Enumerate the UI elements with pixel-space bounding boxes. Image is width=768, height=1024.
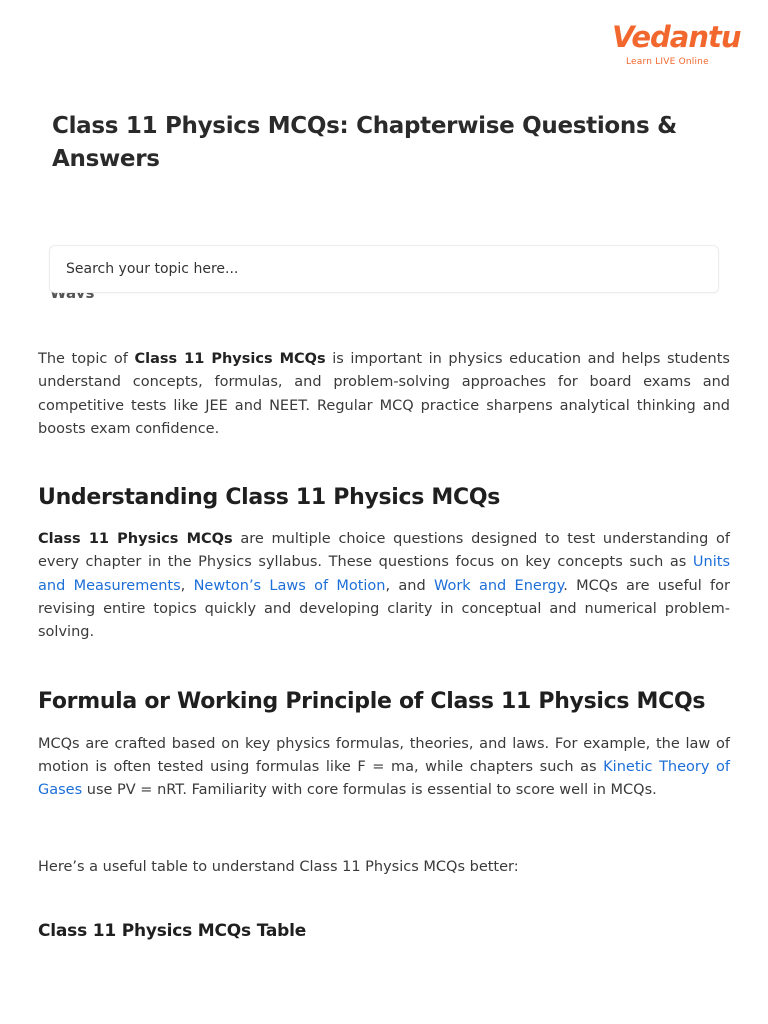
intro-bold-term: Class 11 Physics MCQs <box>134 351 326 367</box>
article-content <box>38 348 730 943</box>
link-work-and-energy[interactable]: Work and Energy <box>433 577 564 594</box>
link-units-and-measurements[interactable]: Units and Measurements <box>38 554 730 594</box>
search-box[interactable] <box>49 245 719 293</box>
understanding-text-2: . MCQs are useful for revising entire topics quickly and developing clarity in conceptual and numerical problem-solving. <box>38 577 730 641</box>
heading-understanding: Understanding Class 11 Physics MCQs <box>38 485 501 511</box>
logo-tagline: Learn LIVE Online <box>626 57 709 67</box>
table-intro-text: Here’s a useful table to understand Class 11 Physics MCQs better: <box>38 858 519 875</box>
formula-paragraph <box>38 733 730 803</box>
formula-text-2: use PV = nRT. Familiarity with core formulas is essential to score well in MCQs. <box>82 782 657 799</box>
understanding-sep-1: , <box>180 577 194 594</box>
link-newtons-laws-of-motion[interactable]: Newton’s Laws of Motion <box>193 577 386 594</box>
intro-text-before: The topic of <box>38 351 135 367</box>
vedantu-logo[interactable] <box>612 20 741 74</box>
understanding-sep-2: , and <box>385 577 434 594</box>
understanding-bold-term: Class 11 Physics MCQs <box>38 531 233 548</box>
heading-formula: Formula or Working Principle of Class 11 Physics MCQs <box>38 688 706 714</box>
intro-paragraph <box>38 348 730 441</box>
search-input[interactable] <box>50 246 718 292</box>
logo-wordmark: Vedantu <box>612 20 741 54</box>
formula-text-1: MCQs are crafted based on key physics formulas, theories, and laws. For example, the law of motion is often tested using formulas like F = ma, while chapters such as <box>38 735 730 775</box>
table-heading: Class 11 Physics MCQs Table <box>38 920 307 941</box>
intro-text-after: is important in physics education and helps students understand concepts, formulas, and problem-solving approaches for board exams and competitive tests like JEE and NEET. Regular MCQ practice sharpens analytical thinking and boosts exam confidence. <box>38 351 730 437</box>
link-kinetic-theory-of-gases[interactable]: Kinetic Theory of Gases <box>38 758 731 799</box>
page-title: Class 11 Physics MCQs: Chapterwise Questions & Answers <box>52 113 677 172</box>
understanding-paragraph <box>38 528 730 644</box>
understanding-text-1: are multiple choice questions designed to test understanding of every chapter in the Physics syllabus. These questions focus on key concepts such as <box>38 531 730 571</box>
